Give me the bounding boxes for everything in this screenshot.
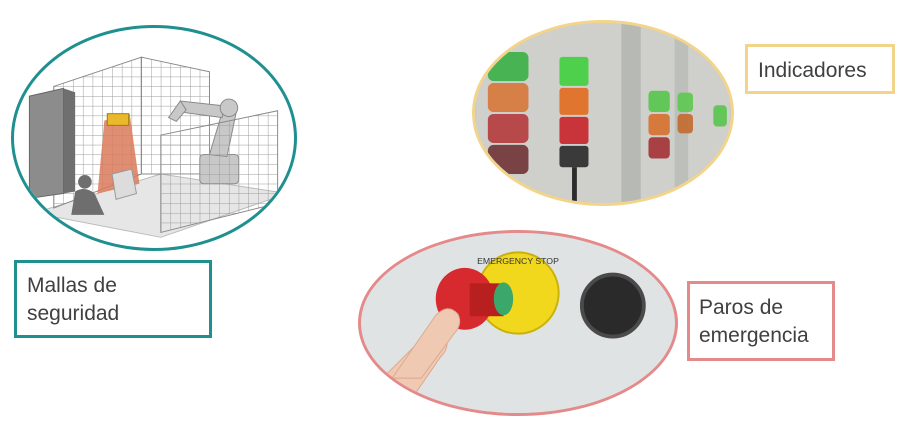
emergency-stops-line1: Paros de <box>699 296 784 319</box>
safety-mesh-line2: seguridad <box>27 302 120 325</box>
e-stop-photo <box>361 233 675 413</box>
e-stop-ring-text: EMERGENCY STOP <box>477 255 559 266</box>
robot-cell-illustration <box>14 28 294 248</box>
emergency-stop-image <box>358 230 678 416</box>
safety-mesh-image <box>11 25 297 251</box>
emergency-stops-label <box>687 281 835 361</box>
indicators-text: Indicadores <box>758 59 867 82</box>
indicators-image <box>472 20 734 206</box>
safety-mesh-line1: Mallas de <box>27 274 117 297</box>
indicators-label <box>745 44 895 94</box>
safety-mesh-label <box>14 260 212 338</box>
emergency-stops-line2: emergencia <box>699 324 809 347</box>
stack-light-photo <box>475 23 731 203</box>
